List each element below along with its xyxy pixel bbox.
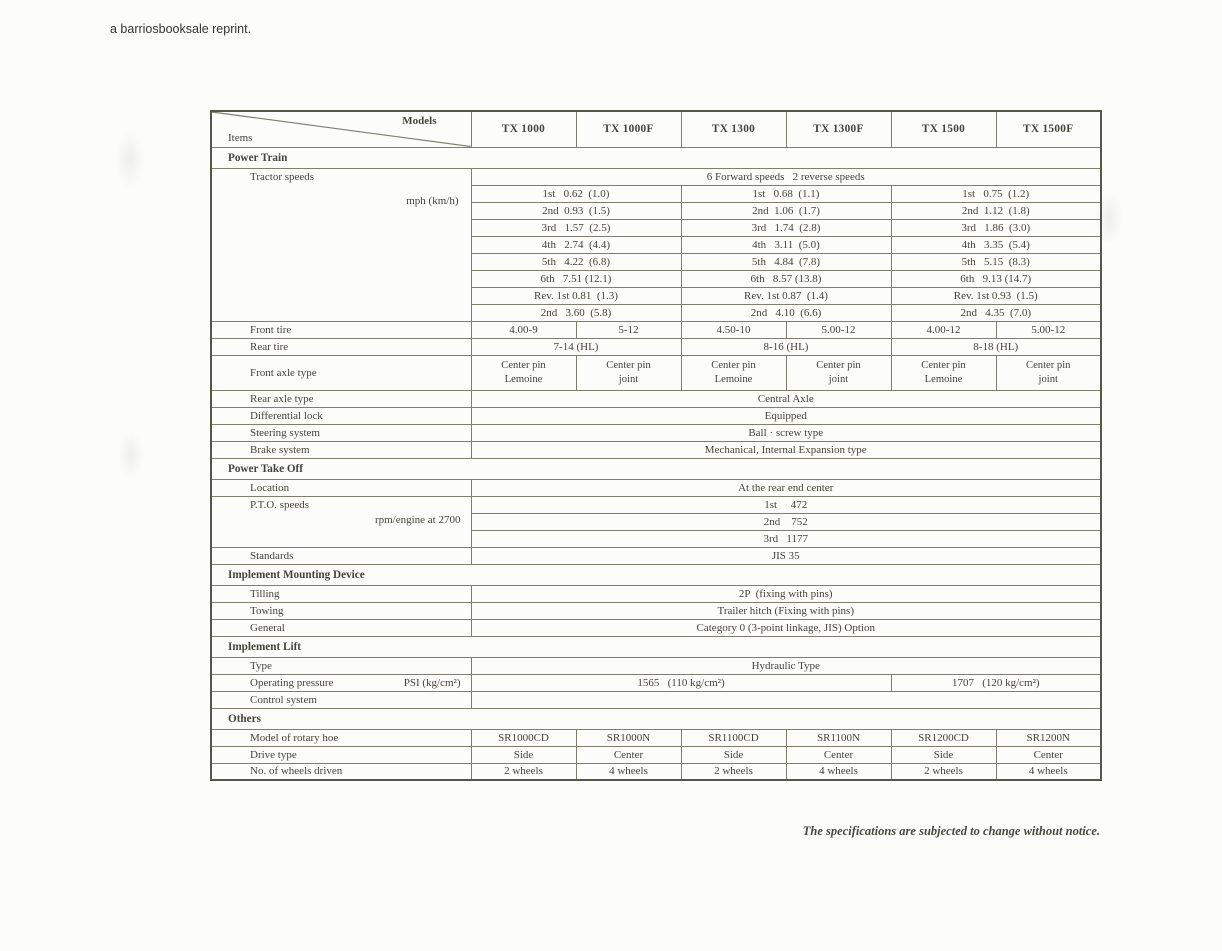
front-axle-value: Center pin Lemoine <box>471 355 576 390</box>
brake-system-label: Brake system <box>211 441 471 458</box>
wheels-driven-value: 4 wheels <box>996 763 1101 780</box>
pto-speed-value: 2nd 752 <box>471 513 1101 530</box>
speed-value: 2nd 1.12 (1.8) <box>891 202 1101 219</box>
differential-lock-label: Differential lock <box>211 407 471 424</box>
front-axle-label: Front axle type <box>211 355 471 390</box>
table-row <box>211 321 1101 338</box>
drive-type-value: Center <box>576 746 681 763</box>
rear-tire-value: 8-18 (HL) <box>891 338 1101 355</box>
section-implement-lift: Implement Lift <box>211 636 1101 657</box>
wheels-driven-label: No. of wheels driven <box>211 763 471 780</box>
location-label: Location <box>211 479 471 496</box>
front-axle-value: Center pin Lemoine <box>681 355 786 390</box>
general-label: General <box>211 619 471 636</box>
speed-value: 4th 2.74 (4.4) <box>471 236 681 253</box>
speed-value: 5th 5.15 (8.3) <box>891 253 1101 270</box>
drive-type-value: Side <box>681 746 786 763</box>
table-row <box>211 390 1101 407</box>
pressure-value-high: 1707 (120 kg/cm²) <box>891 674 1101 691</box>
scan-artifact <box>115 130 145 190</box>
wheels-driven-value: 4 wheels <box>576 763 681 780</box>
control-system-label: Control system <box>211 691 471 708</box>
speed-value: 2nd 4.35 (7.0) <box>891 304 1101 321</box>
reprint-note: a barriosbooksale reprint. <box>110 22 252 36</box>
scan-artifact <box>118 430 144 480</box>
table-row <box>211 147 1101 168</box>
wheels-driven-value: 4 wheels <box>786 763 891 780</box>
speed-value: 2nd 3.60 (5.8) <box>471 304 681 321</box>
towing-value: Trailer hitch (Fixing with pins) <box>471 602 1101 619</box>
table-row <box>211 674 1101 691</box>
speed-value: 6th 7.51 (12.1) <box>471 270 681 287</box>
standards-value: JIS 35 <box>471 547 1101 564</box>
rear-tire-label: Rear tire <box>211 338 471 355</box>
pto-speed-value: 3rd 1177 <box>471 530 1101 547</box>
section-power-take-off: Power Take Off <box>211 458 1101 479</box>
general-value: Category 0 (3-point linkage, JIS) Option <box>471 619 1101 636</box>
drive-type-value: Center <box>996 746 1101 763</box>
speed-value: 1st 0.68 (1.1) <box>681 185 891 202</box>
drive-type-value: Center <box>786 746 891 763</box>
speed-value: 1st 0.75 (1.2) <box>891 185 1101 202</box>
tractor-speeds-label-cell <box>211 168 471 321</box>
rotary-hoe-label: Model of rotary hoe <box>211 729 471 746</box>
rotary-hoe-value: SR1100CD <box>681 729 786 746</box>
table-row <box>211 168 1101 185</box>
speed-value: 3rd 1.86 (3.0) <box>891 219 1101 236</box>
location-value: At the rear end center <box>471 479 1101 496</box>
rear-axle-value: Central Axle <box>471 390 1101 407</box>
speeds-unit-label: mph (km/h) <box>406 194 459 207</box>
speed-value: 2nd 0.93 (1.5) <box>471 202 681 219</box>
table-row <box>211 602 1101 619</box>
model-header-tx1000f: TX 1000F <box>576 111 681 147</box>
speed-value: 2nd 4.10 (6.6) <box>681 304 891 321</box>
steering-system-value: Ball · screw type <box>471 424 1101 441</box>
model-header-tx1000: TX 1000 <box>471 111 576 147</box>
model-header-tx1300: TX 1300 <box>681 111 786 147</box>
steering-system-label: Steering system <box>211 424 471 441</box>
drive-type-label: Drive type <box>211 746 471 763</box>
rotary-hoe-value: SR1200N <box>996 729 1101 746</box>
wheels-driven-value: 2 wheels <box>681 763 786 780</box>
front-tire-label: Front tire <box>211 321 471 338</box>
model-header-tx1500f: TX 1500F <box>996 111 1101 147</box>
tilling-label: Tilling <box>211 585 471 602</box>
speed-value: 6th 9.13 (14.7) <box>891 270 1101 287</box>
brake-system-value: Mechanical, Internal Expansion type <box>471 441 1101 458</box>
specifications-table <box>210 110 1102 781</box>
table-row <box>211 619 1101 636</box>
front-axle-value: Center pin Lemoine <box>891 355 996 390</box>
front-tire-value: 5.00-12 <box>996 321 1101 338</box>
standards-label: Standards <box>211 547 471 564</box>
table-row <box>211 407 1101 424</box>
speed-value: 5th 4.84 (7.8) <box>681 253 891 270</box>
tilling-value: 2P (fixing with pins) <box>471 585 1101 602</box>
rear-tire-value: 8-16 (HL) <box>681 338 891 355</box>
items-corner-label: Items <box>228 131 253 144</box>
table-row <box>211 585 1101 602</box>
table-row <box>211 547 1101 564</box>
pto-speeds-label: P.T.O. speeds <box>250 498 310 511</box>
lift-type-value: Hydraulic Type <box>471 657 1101 674</box>
wheels-driven-value: 2 wheels <box>891 763 996 780</box>
table-row <box>211 564 1101 585</box>
differential-lock-value: Equipped <box>471 407 1101 424</box>
front-axle-value: Center pin joint <box>996 355 1101 390</box>
rear-axle-label: Rear axle type <box>211 390 471 407</box>
table-row <box>211 691 1101 708</box>
speed-value: 5th 4.22 (6.8) <box>471 253 681 270</box>
speed-value: 4th 3.35 (5.4) <box>891 236 1101 253</box>
corner-cell <box>211 111 471 147</box>
table-row <box>211 746 1101 763</box>
pto-speeds-unit: rpm/engine at 2700 <box>374 513 461 526</box>
pressure-unit-label: PSI (kg/cm²) <box>403 676 461 689</box>
front-tire-value: 4.00-9 <box>471 321 576 338</box>
table-row <box>211 458 1101 479</box>
speed-value: Rev. 1st 0.81 (1.3) <box>471 287 681 304</box>
table-row <box>211 708 1101 729</box>
table-row <box>211 424 1101 441</box>
section-power-train: Power Train <box>211 147 1101 168</box>
speed-value: Rev. 1st 0.93 (1.5) <box>891 287 1101 304</box>
table-header-row <box>211 111 1101 147</box>
speed-value: 3rd 1.74 (2.8) <box>681 219 891 236</box>
section-others: Others <box>211 708 1101 729</box>
speed-value: Rev. 1st 0.87 (1.4) <box>681 287 891 304</box>
pressure-value-low: 1565 (110 kg/cm²) <box>471 674 891 691</box>
table-row <box>211 496 1101 513</box>
front-axle-value: Center pin joint <box>786 355 891 390</box>
tractor-speeds-label: Tractor speeds <box>250 170 315 183</box>
table-row <box>211 479 1101 496</box>
rotary-hoe-value: SR1200CD <box>891 729 996 746</box>
table-row <box>211 763 1101 780</box>
speed-value: 1st 0.62 (1.0) <box>471 185 681 202</box>
front-axle-value: Center pin joint <box>576 355 681 390</box>
speed-value: 2nd 1.06 (1.7) <box>681 202 891 219</box>
wheels-driven-value: 2 wheels <box>471 763 576 780</box>
front-tire-value: 5-12 <box>576 321 681 338</box>
speed-value: 3rd 1.57 (2.5) <box>471 219 681 236</box>
table-row <box>211 729 1101 746</box>
rotary-hoe-value: SR1000N <box>576 729 681 746</box>
front-tire-value: 4.00-12 <box>891 321 996 338</box>
operating-pressure-label: Operating pressure <box>250 676 334 689</box>
pto-speed-value: 1st 472 <box>471 496 1101 513</box>
model-header-tx1500: TX 1500 <box>891 111 996 147</box>
models-corner-label: Models <box>402 115 437 127</box>
control-system-value <box>471 691 1101 708</box>
rotary-hoe-value: SR1000CD <box>471 729 576 746</box>
table-row <box>211 657 1101 674</box>
table-row <box>211 355 1101 390</box>
footer-note: The specifications are subjected to change without notice. <box>802 824 1100 838</box>
lift-type-label: Type <box>211 657 471 674</box>
operating-pressure-label-cell <box>211 674 471 691</box>
drive-type-value: Side <box>891 746 996 763</box>
front-tire-value: 4.50-10 <box>681 321 786 338</box>
forward-reverse-note: 6 Forward speeds 2 reverse speeds <box>471 168 1101 185</box>
table-row <box>211 636 1101 657</box>
model-header-tx1300f: TX 1300F <box>786 111 891 147</box>
towing-label: Towing <box>211 602 471 619</box>
speed-value: 4th 3.11 (5.0) <box>681 236 891 253</box>
speed-value: 6th 8.57 (13.8) <box>681 270 891 287</box>
rear-tire-value: 7-14 (HL) <box>471 338 681 355</box>
rotary-hoe-value: SR1100N <box>786 729 891 746</box>
section-implement-mounting: Implement Mounting Device <box>211 564 1101 585</box>
front-tire-value: 5.00-12 <box>786 321 891 338</box>
table-row <box>211 338 1101 355</box>
pto-speeds-label-cell <box>211 496 471 547</box>
table-row <box>211 441 1101 458</box>
drive-type-value: Side <box>471 746 576 763</box>
